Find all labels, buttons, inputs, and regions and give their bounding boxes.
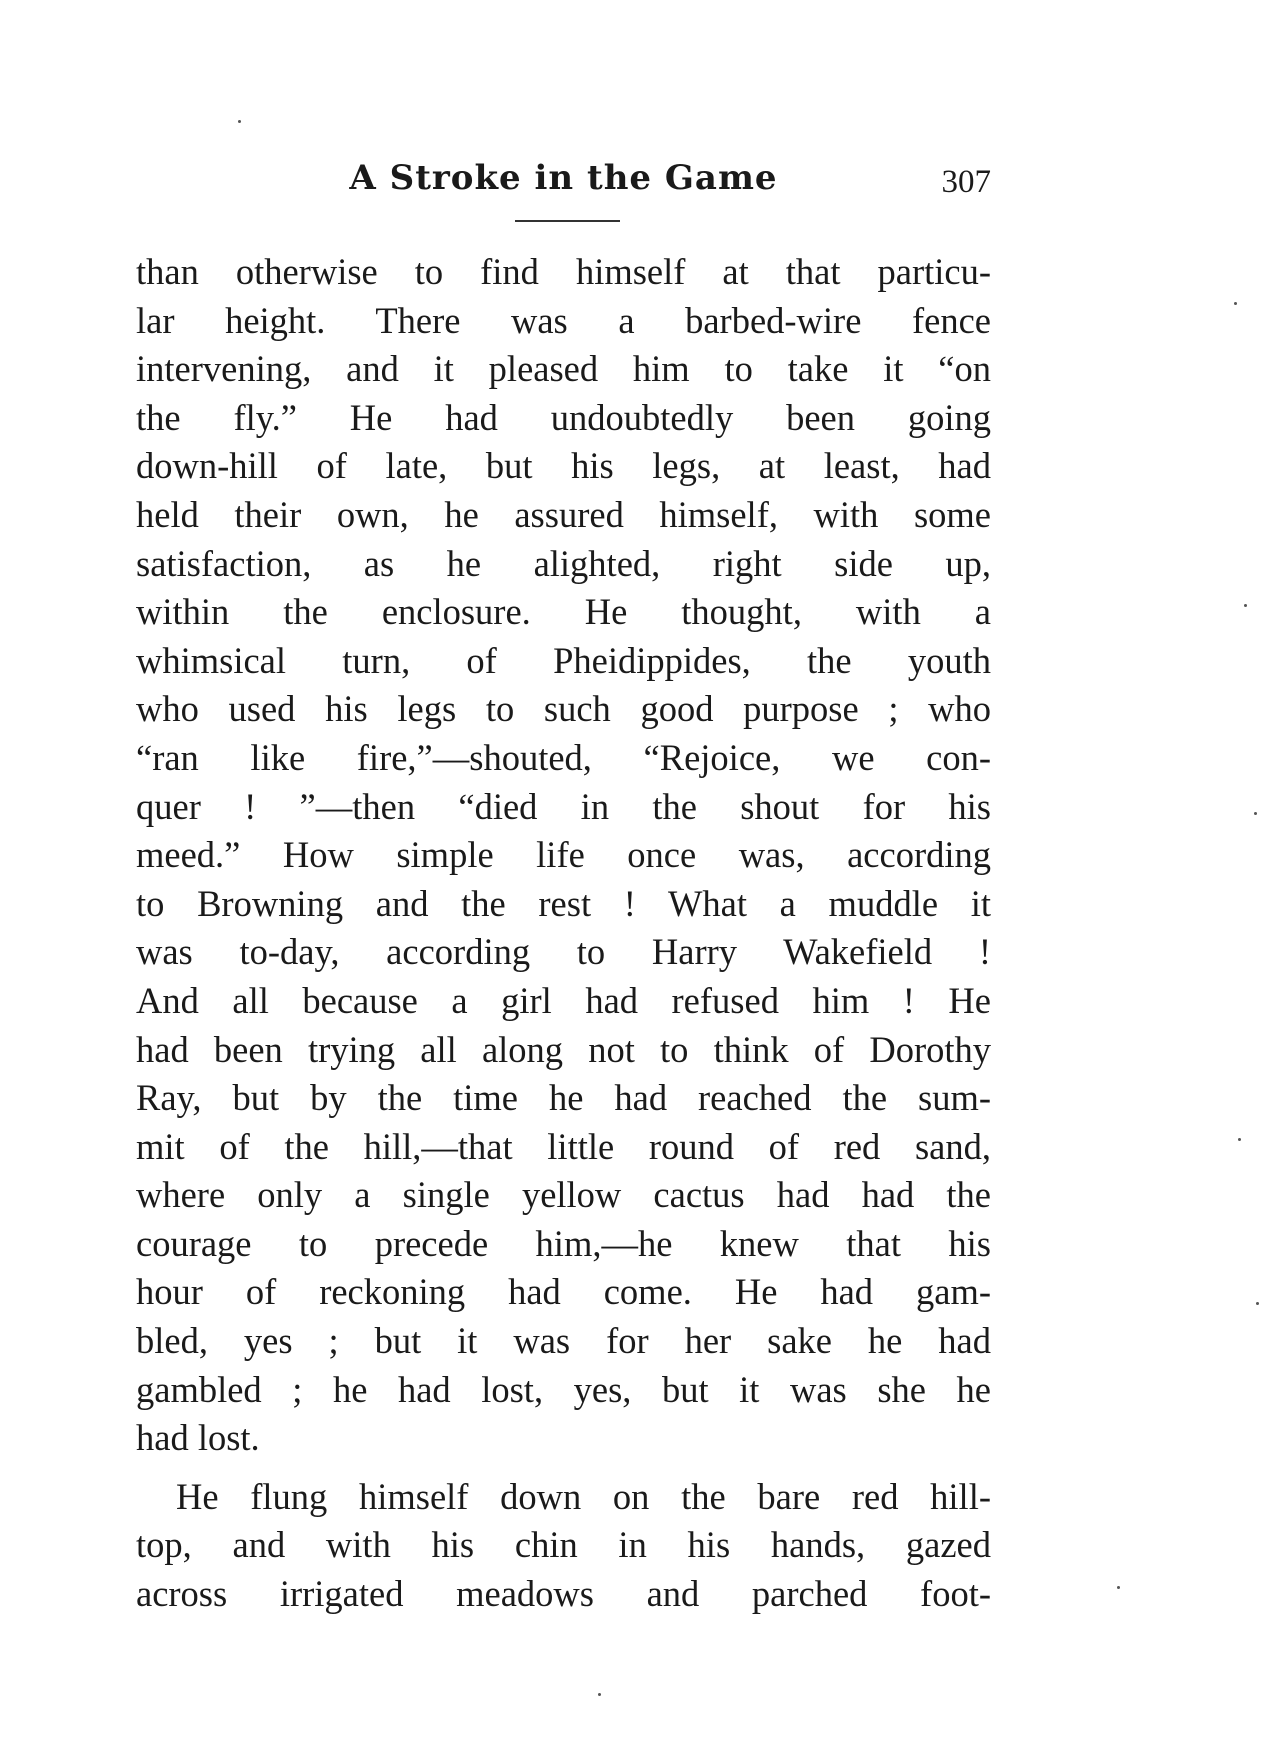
paragraph-gap xyxy=(136,1463,991,1473)
text-line: courage to precede him,—he knew that his xyxy=(136,1222,991,1264)
paragraph xyxy=(136,1473,991,1619)
paper-speck xyxy=(238,120,241,123)
text-line: where only a single yellow cactus had had the xyxy=(136,1174,991,1216)
text-line: lar height. There was a barbed-wire fence xyxy=(136,299,991,341)
text-line: And all because a girl had refused him ! He xyxy=(136,979,991,1021)
text-line: within the enclosure. He thought, with a xyxy=(136,591,991,633)
text-line: had lost. xyxy=(136,1417,260,1459)
header-rule xyxy=(515,220,620,222)
text-line: who used his legs to such good purpose ; who xyxy=(136,688,991,730)
body-text xyxy=(136,248,991,1619)
text-line: top, and with his chin in his hands, gazed xyxy=(136,1524,991,1566)
text-line: to Browning and the rest ! What a muddle it xyxy=(136,882,991,924)
paper-speck xyxy=(1238,1138,1241,1141)
paper-speck xyxy=(1254,812,1257,815)
text-line: held their own, he assured himself, with some xyxy=(136,493,991,535)
paper-speck xyxy=(1234,302,1237,305)
paper-speck xyxy=(1256,1302,1259,1305)
paper-speck xyxy=(598,1693,601,1696)
text-line: bled, yes ; but it was for her sake he had xyxy=(136,1320,991,1362)
text-line: whimsical turn, of Pheidippides, the youth xyxy=(136,639,991,681)
page-number: 307 xyxy=(941,164,991,200)
text-line: He flung himself down on the bare red hill- xyxy=(176,1475,991,1517)
text-line: was to-day, according to Harry Wakefield ! xyxy=(136,931,991,973)
paper-speck xyxy=(1244,604,1247,607)
text-line: quer ! ”—then “died in the shout for his xyxy=(136,785,991,827)
text-line: satisfaction, as he alighted, right side up, xyxy=(136,542,991,584)
text-line: meed.” How simple life once was, according xyxy=(136,834,991,876)
text-line: the fly.” He had undoubtedly been going xyxy=(136,396,991,438)
text-line: mit of the hill,—that little round of red sand, xyxy=(136,1125,991,1167)
text-line: Ray, but by the time he had reached the sum- xyxy=(136,1077,991,1119)
text-line: intervening, and it pleased him to take it “on xyxy=(136,348,991,390)
paper-speck xyxy=(1117,1586,1120,1589)
text-line: down-hill of late, but his legs, at least, had xyxy=(136,445,991,487)
running-head xyxy=(136,158,991,218)
text-line: than otherwise to find himself at that particu- xyxy=(136,251,991,292)
text-line: “ran like fire,”—shouted, “Rejoice, we con- xyxy=(136,736,991,778)
text-line: hour of reckoning had come. He had gam- xyxy=(136,1271,991,1313)
text-line: gambled ; he had lost, yes, but it was she he xyxy=(136,1368,991,1410)
paragraph xyxy=(136,248,991,1463)
running-title: A Stroke in the Game xyxy=(349,158,778,198)
text-line: across irrigated meadows and parched foot- xyxy=(136,1573,991,1615)
text-line: had been trying all along not to think of Dorothy xyxy=(136,1028,991,1070)
